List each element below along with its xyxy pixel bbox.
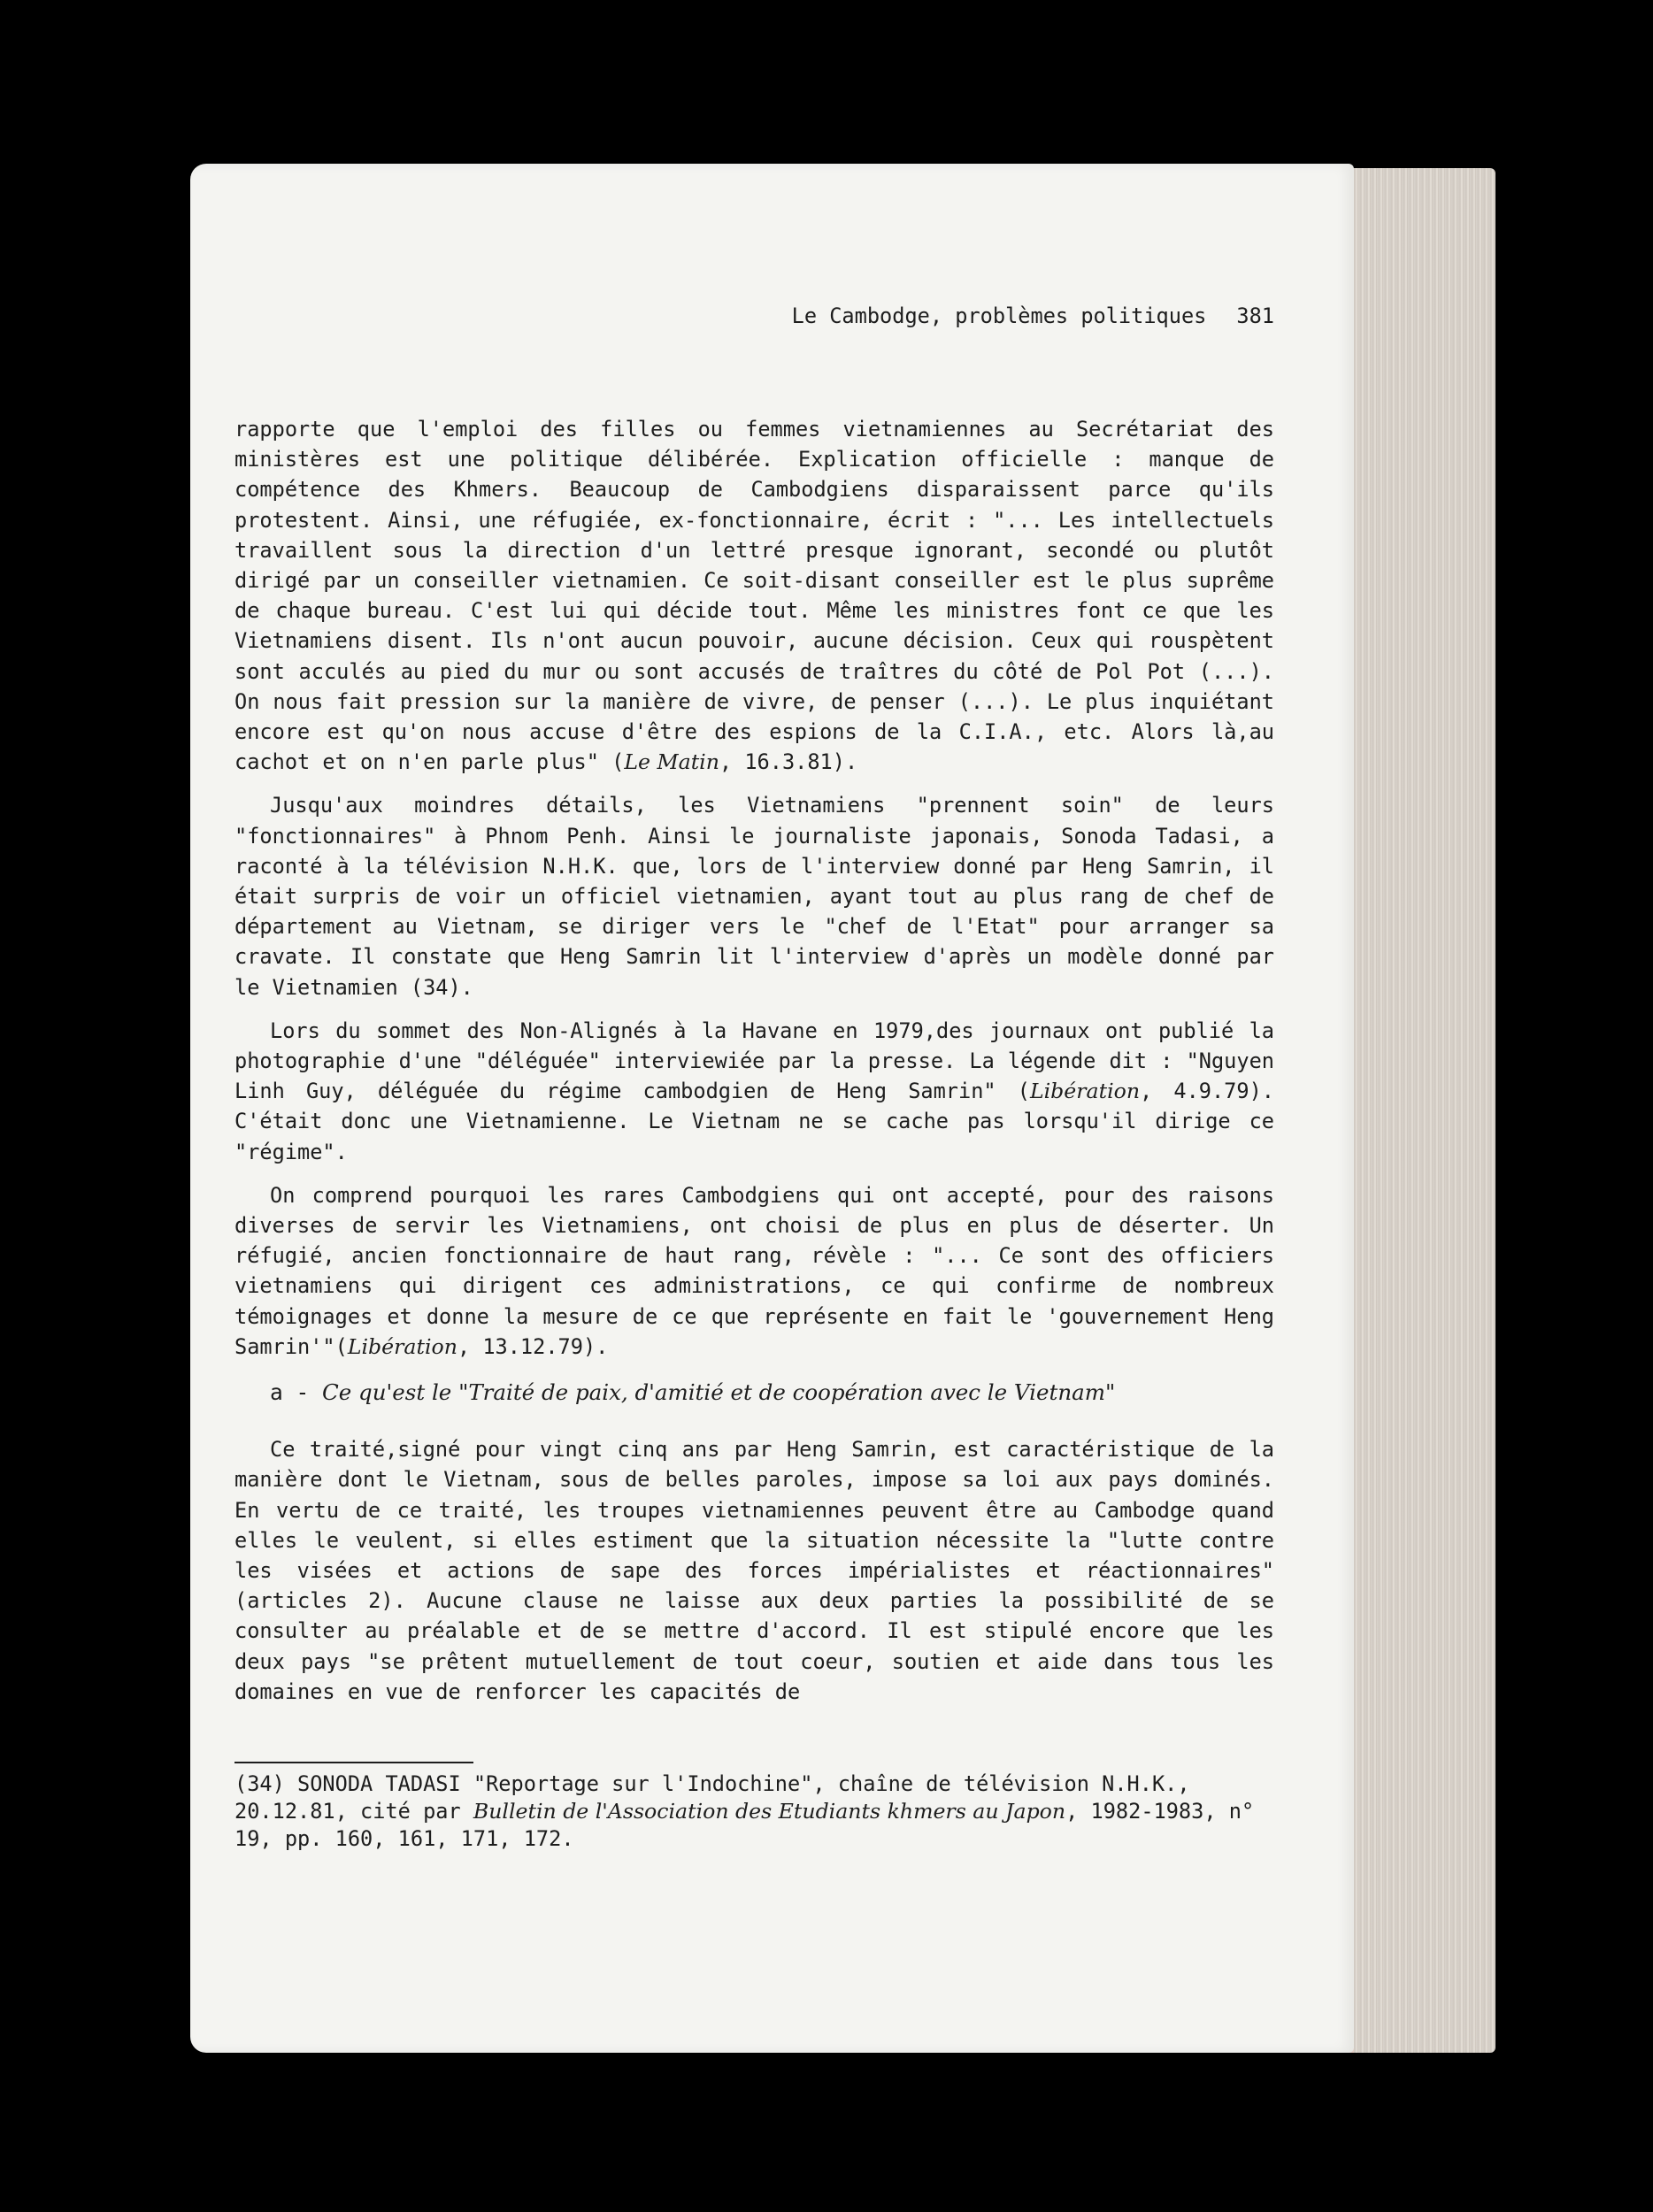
footnote-tail: , 1982-1983, n° 19, pp. 160, 161, 171, 172. bbox=[234, 1798, 1255, 1851]
citation-liberation-2: Libération bbox=[347, 1333, 457, 1359]
paragraph-3-tail: , 4.9.79). C'était donc une Vietnamienne. Le Vietnam ne se cache pas lorsqu'il dirige ce "régime". bbox=[234, 1079, 1274, 1164]
paragraph-3-text: Lors du sommet des Non-Alignés à la Havane en 1979,des journaux ont publié la photographie d'une "déléguée" interviewiée par la presse. La légende dit : "Nguyen Linh Guy, déléguée du régime cambodgien de Heng Samrin" ( bbox=[234, 1018, 1274, 1104]
paragraph-4-tail: , 13.12.79). bbox=[457, 1333, 609, 1359]
paragraph-1-text: rapporte que l'emploi des filles ou femmes vietnamiennes au Secrétariat des ministères est une politique délibérée. Explication officielle : manque de compétence des Khmers. Beaucoup de Cambodgiens disparaissent parce qu'ils protestent. Ainsi, une réfugiée, ex-fonctionnaire, écrit : "... Les intellectuels travaillent sous la direction d'un lettré presque ignorant, secondé ou plutôt dirigé par un conseiller vietnamien. Ce soit-disant conseiller est le plus suprême de chaque bureau. C'est lui qui décide tout. Même les ministres font ce que les Vietnamiens disent. Ils n'ont aucun pouvoir, aucune décision. Ceux qui rouspètent sont acculés au pied du mur ou sont accusés de traîtres du côté de Pol Pot (...). On nous fait pression sur la manière de vivre, de penser (...). Le plus inquiétant encore est qu'on nous accuse d'être des espions de la C.I.A., etc. Alors là,au cachot et on n'en parle plus" ( bbox=[234, 417, 1274, 775]
running-head bbox=[792, 301, 1274, 331]
paragraph-2: Jusqu'aux moindres détails, les Vietnamiens "prennent soin" de leurs "fonctionnaires" à Phnom Penh. Ainsi le journaliste japonais, Sonoda Tadasi, a raconté à la télévision N.H.K. que, lors de l'interview donné par Heng Samrin, il était surpris de voir un officiel vietnamien, ayant tout au plus rang de chef de département au Vietnam, se diriger vers le "chef de l'Etat" pour arranger sa cravate. Il constate que Heng Samrin lit l'interview d'après un modèle donné par le Vietnamien (34). bbox=[234, 793, 1274, 1000]
section-heading-prefix: a - bbox=[270, 1379, 323, 1406]
paragraph-4 bbox=[234, 1180, 1274, 1362]
footnote-rule bbox=[234, 1762, 473, 1763]
footnote-lead: (34) SONODA TADASI "Reportage sur l'Indochine", chaîne de télévision N.H.K., 20.12.81, cité par bbox=[234, 1770, 1190, 1824]
section-heading bbox=[270, 1379, 1274, 1406]
paragraph-5: Ce traité,signé pour vingt cinq ans par Heng Samrin, est caractéristique de la manière dont le Vietnam, sous de belles paroles, impose sa loi aux pays dominés. En vertu de ce traité, les troupes vietnamiennes peuvent être au Cambodge quand elles le veulent, si elles estiment que la situation nécessite la "lutte contre les visées et actions de sape des forces impérialistes et réactionnaires" (articles 2). Aucune clause ne laisse aux deux parties la possibilité de se consulter au préalable et de se mettre d'accord. Il est stipulé encore que les deux pays "se prêtent mutuellement de tout coeur, soutien et aide dans tous les domaines en vue de renforcer les capacités de bbox=[234, 1437, 1274, 1704]
citation-liberation-1: Libération bbox=[1029, 1079, 1141, 1104]
body-text bbox=[234, 414, 1274, 1853]
running-head-title: Le Cambodge, problèmes politiques bbox=[791, 303, 1207, 328]
paragraph-3 bbox=[234, 1016, 1274, 1167]
paragraph-1 bbox=[234, 414, 1274, 777]
citation-le-matin: Le Matin bbox=[624, 749, 719, 775]
section-heading-text: Ce qu'est le "Traité de paix, d'amitié et de coopération avec le Vietnam" bbox=[322, 1379, 1116, 1406]
paragraph-4-text: On comprend pourquoi les rares Cambodgiens qui ont accepté, pour des raisons diverses de servir les Vietnamiens, ont choisi de plus en plus de déserter. Un réfugié, ancien fonctionnaire de haut rang, révèle : "... Ce sont des officiers vietnamiens qui dirigent ces administrations, ce qui confirme de nombreux témoignages et donne la mesure de ce que représente en fait le 'gouvernement Heng Samrin'"( bbox=[234, 1182, 1274, 1359]
page-number: 381 bbox=[1236, 303, 1274, 328]
footnote-34 bbox=[234, 1770, 1274, 1853]
book-page bbox=[190, 164, 1354, 2053]
footnote-source: Bulletin de l'Association des Etudiants khmers au Japon bbox=[473, 1798, 1066, 1824]
paragraph-1-tail: , 16.3.81). bbox=[719, 749, 858, 775]
